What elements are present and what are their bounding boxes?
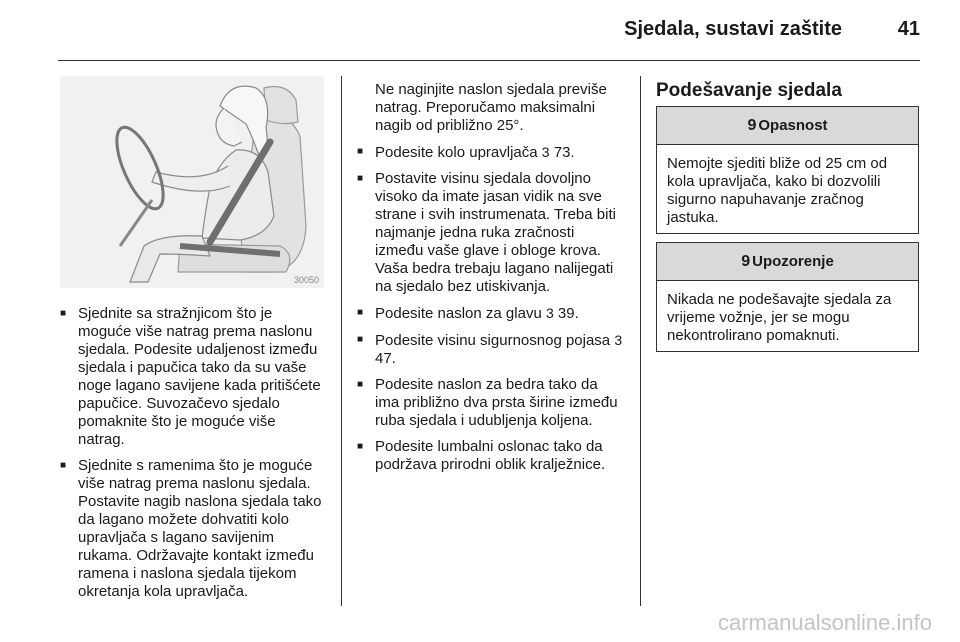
driver-seat-drawing bbox=[60, 76, 324, 288]
list-item: ■ Sjednite s ramenima što je moguće više natrag prema naslonu sjedala. Postavite nagib naslona sjedala tako da lagano možete dohvatiti kolo upravljača s lagano savijenim rukama. Održavajte kontakt između ramena i naslona sjedala tijekom okretanja kola upravljača. bbox=[60, 457, 326, 601]
page-reference-icon: 3 bbox=[545, 305, 554, 321]
list-item bbox=[357, 331, 625, 368]
header-divider bbox=[58, 60, 920, 61]
figure-number: 30050 bbox=[293, 275, 319, 285]
continuation-paragraph: Ne naginjite naslon sjedala previše natrag. Preporučamo maksimalni nagib od približno 25°. bbox=[375, 81, 607, 134]
page-reference: 39. bbox=[557, 305, 579, 322]
warning-box bbox=[656, 242, 919, 352]
list-item: ■ Sjednite sa stražnjicom što je moguće više natrag prema naslonu sjedala. Podesite udaljenost između sjedala i papučica tako da su vaše noge lagano savijene kada pritišćete papučice. Suvozačevo sjedalo pomaknite što je moguće više natrag. bbox=[60, 305, 326, 449]
page-reference-icon: 3 bbox=[614, 332, 623, 348]
page-number: 41 bbox=[897, 18, 920, 40]
watermark: carmanualsonline.info bbox=[717, 610, 932, 635]
danger-box-text: Nemojte sjediti bliže od 25 cm od kola upravljača, kako bi dozvolili sigurno napuhavanje zračnog jastuka. bbox=[667, 155, 888, 226]
warning-box-header bbox=[657, 243, 918, 281]
warning-box-title: Upozorenje bbox=[752, 253, 834, 270]
list-item-text: Podesite kolo upravljača bbox=[375, 144, 538, 161]
warning-box-text: Nikada ne podešavajte sjedala za vrijeme vožnje, jer se mogu nekontrolirano pomaknuti. bbox=[667, 291, 892, 344]
seating-position-illustration bbox=[60, 76, 324, 288]
list-item: ■ Podesite lumbalni oslonac tako da podržava prirodni oblik kralježnice. bbox=[357, 438, 625, 474]
danger-box-title: Opasnost bbox=[758, 117, 828, 134]
warning-triangle-icon: 9 bbox=[741, 252, 751, 270]
list-item-text: Podesite naslon za glavu bbox=[375, 305, 542, 322]
list-item bbox=[357, 304, 625, 323]
page-reference: 73. bbox=[553, 144, 575, 161]
list-item bbox=[357, 143, 625, 162]
page-header-title: Sjedala, sustavi zaštite bbox=[624, 18, 842, 40]
column-divider-2 bbox=[640, 76, 641, 606]
list-item-text: Podesite visinu sigurnosnog pojasa bbox=[375, 332, 611, 349]
danger-box bbox=[656, 106, 919, 234]
page-reference: 47. bbox=[375, 350, 396, 367]
list-item: ■ Postavite visinu sjedala dovoljno visoko da imate jasan vidik na sve strane i svih instrumenata. Treba biti najmanje jedna ruka zračnosti između vaše glave i obloge krova. Vaša bedra trebaju lagano nalijegati na sjedalo bez utiskivanja. bbox=[357, 170, 625, 296]
column-2 bbox=[357, 81, 625, 482]
column-1 bbox=[60, 305, 326, 609]
warning-triangle-icon: 9 bbox=[747, 116, 757, 134]
column-divider-1 bbox=[341, 76, 342, 606]
danger-box-header bbox=[657, 107, 918, 145]
list-item: ■ Podesite naslon za bedra tako da ima približno dva prsta širine između ruba sjedala i udubljenja koljena. bbox=[357, 376, 625, 430]
page-reference-icon: 3 bbox=[541, 144, 550, 160]
section-title: Podešavanje sjedala bbox=[656, 80, 842, 101]
